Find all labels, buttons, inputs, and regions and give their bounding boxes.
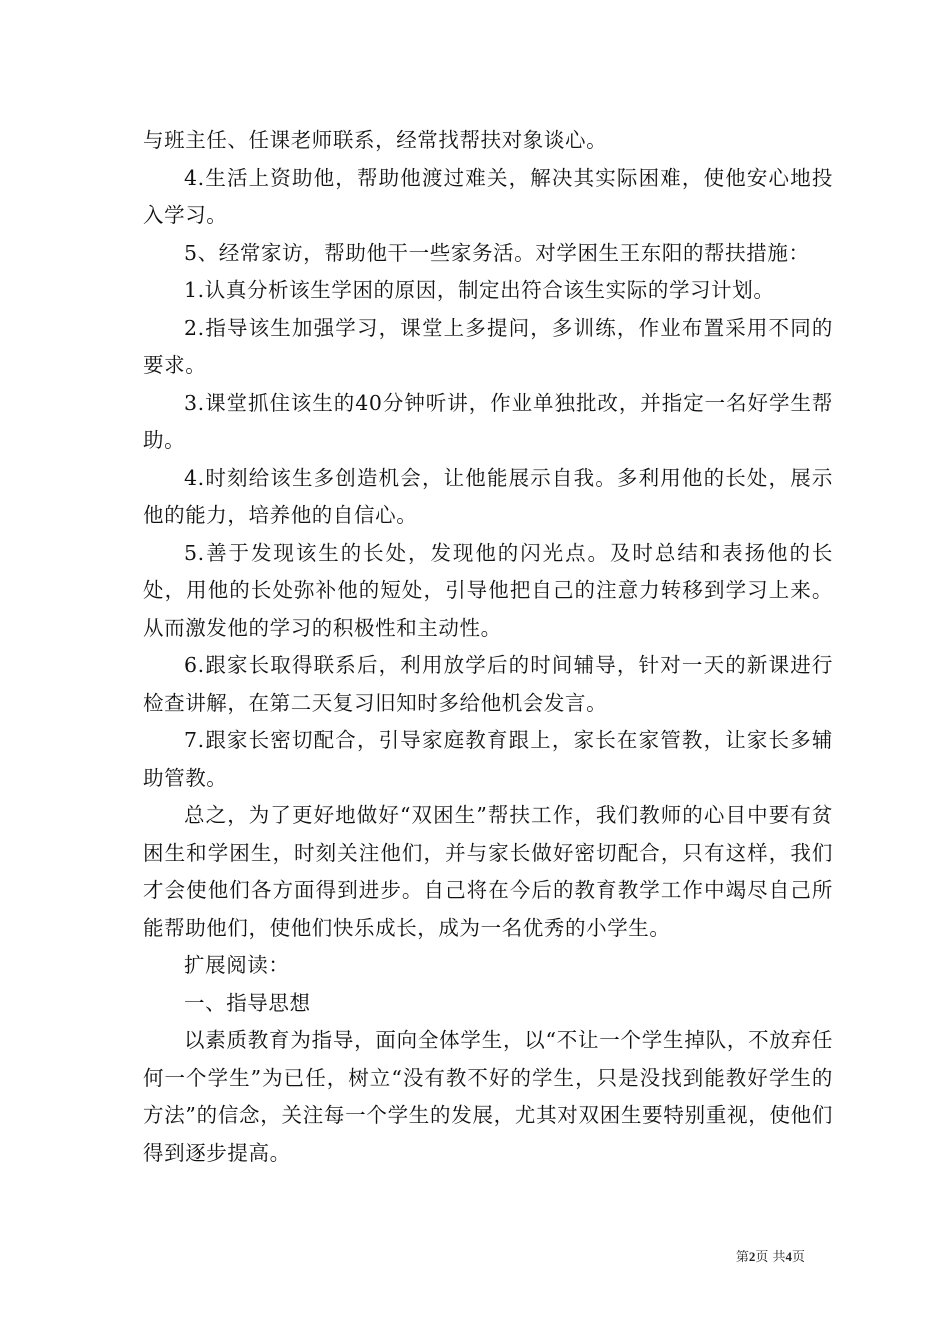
page-footer bbox=[0, 1246, 805, 1265]
paragraph-measure-2: 2.指导该生加强学习，课堂上多提问，多训练，作业布置采用不同的要求。 bbox=[143, 315, 833, 377]
paragraph-item-5-home-visit: 5、经常家访，帮助他干一些家务活。对学困生王东阳的帮扶措施： bbox=[184, 240, 810, 265]
footer-prefix: 第 bbox=[735, 1250, 749, 1265]
footer-suffix: 页 bbox=[791, 1250, 805, 1265]
paragraph-summary: 总之，为了更好地做好“双困生”帮扶工作，我们教师的心目中要有贫困生和学困生，时刻关注他们，并与家长做好密切配合，只有这样，我们才会使他们各方面得到进步。自己将在今后的教育教学工作中竭尽自己所能帮助他们，使他们快乐成长，成为一名优秀的小学生。 bbox=[143, 803, 833, 940]
paragraph-measure-5: 5.善于发现该生的长处，发现他的闪光点。及时总结和表扬他的长处，用他的长处弥补他的短处，引导他把自己的注意力转移到学习上来。从而激发他的学习的积极性和主动性。 bbox=[143, 540, 833, 640]
footer-total-pages: 4 bbox=[785, 1249, 792, 1264]
paragraph-guiding-ideology: 以素质教育为指导，面向全体学生，以“不让一个学生掉队，不放弃任何一个学生”为已任，树立“没有教不好的学生，只是没找到能教好学生的方法”的信念，关注每一个学生的发展，尤其对双困生要特别重视，使他们得到逐步提高。 bbox=[143, 1028, 833, 1165]
paragraph-measure-7: 7.跟家长密切配合，引导家庭教育跟上，家长在家管教，让家长多辅助管教。 bbox=[143, 728, 833, 790]
paragraph-measure-3: 3.课堂抓住该生的40分钟听讲，作业单独批改，并指定一名好学生帮助。 bbox=[143, 390, 833, 452]
paragraph-extended-reading: 扩展阅读： bbox=[184, 953, 290, 977]
paragraph-measure-4: 4.时刻给该生多创造机会，让他能展示自我。多利用他的长处，展示他的能力，培养他的自信心。 bbox=[143, 465, 833, 527]
section-heading-guiding-ideology: 一、指导思想 bbox=[184, 990, 311, 1015]
paragraph-measure-6: 6.跟家长取得联系后，利用放学后的时间辅导，针对一天的新课进行检查讲解，在第二天复习旧知时多给他机会发言。 bbox=[143, 653, 833, 715]
paragraph-continuation: 与班主任、任课老师联系，经常找帮扶对象谈心。 bbox=[143, 128, 608, 152]
paragraph-measure-1: 1.认真分析该生学困的原因，制定出符合该生实际的学习计划。 bbox=[184, 278, 775, 302]
paragraph-item-4-support: 4.生活上资助他，帮助他渡过难关，解决其实际困难，使他安心地投入学习。 bbox=[143, 165, 833, 227]
document-body bbox=[143, 122, 833, 1172]
footer-middle: 页 共 bbox=[755, 1250, 786, 1265]
footer-current-page: 2 bbox=[748, 1249, 756, 1264]
